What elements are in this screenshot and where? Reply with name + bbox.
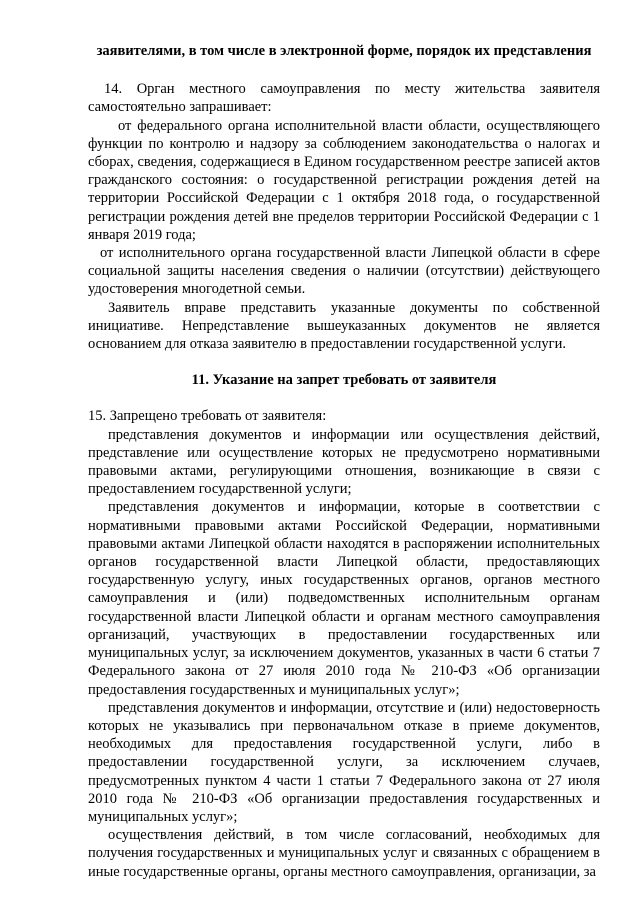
paragraph-15-intro: 15. Запрещено требовать от заявителя: bbox=[88, 408, 327, 425]
paragraph-15-item-b: представления документов и информации, которые в соответствии с нормативными правовыми актами Российской Федерации, нормативными правовыми актами Липецкой области находятся в распоряжении исполнительных органов государственной власти Липецкой области, предоставляющих государственную услугу, иных государственных органов, органов местного самоуправления и (или) подведомственных исполнительным органам государственной власти Липецкой области и органам местного самоуправления организаций, участвующих в предоставлении государственных или муниципальных услуг, за исключением документов, указанных в части 6 статьи 7 Федерального закона от 27 июля 2010 года № 210-ФЗ «Об организации предоставления государственных и муниципальных услуг»; bbox=[88, 499, 600, 698]
paragraph-14-applicant-right: Заявитель вправе представить указанные документы по собственной инициативе. Непредставление вышеуказанных документов не является основанием для отказа заявителю в предоставлении государственной услуги. bbox=[88, 299, 600, 353]
section-11-heading: 11. Указание на запрет требовать от заявителя bbox=[191, 372, 497, 389]
paragraph-14-regional-request: от исполнительного органа государственной власти Липецкой области в сфере социальной защиты населения сведения о наличии (отсутствии) действующего удостоверения многодетной семьи. bbox=[88, 245, 600, 298]
page-heading: заявителями, в том числе в электронной форме, порядок их представления bbox=[96, 43, 592, 59]
document-page bbox=[88, 42, 600, 881]
paragraph-15-item-c: представления документов и информации, отсутствие и (или) недостоверность которых не указывались при первоначальном отказе в приеме документов, необходимых для предоставления государственной услуги, либо в предоставлении государственной услуги, за исключением случаев, предусмотренных пунктом 4 части 1 статьи 7 Федерального закона от 27 июля 2010 года № 210-ФЗ «Об организации предоставления государственных и муниципальных услуг»; bbox=[88, 699, 600, 825]
paragraph-15-item-d: осуществления действий, в том числе согласований, необходимых для получения государственных и муниципальных услуг и связанных с обращением в иные государственные органы, органы местного самоуправления, организации, за bbox=[88, 827, 600, 880]
paragraph-14-federal-request: от федерального органа исполнительной власти области, осуществляющего функции по контролю и надзору за соблюдением законодательства о налогах и сборах, сведения, содержащиеся в Едином государственном реестре записей актов гражданского состояния: о государственной регистрации рождения детей на территории Российской Федерации с 1 октября 2018 года, о государственной регистрации рождения детей вне пределов территории Российской Федерации с 1 января 2019 года; bbox=[88, 117, 600, 243]
paragraph-14-intro: 14. Орган местного самоуправления по месту жительства заявителя самостоятельно запрашивает: bbox=[88, 81, 600, 116]
paragraph-15-item-a: представления документов и информации или осуществления действий, представление или осуществление которых не предусмотрено нормативными правовыми актами, регулирующими отношения, возникающие в связи с предоставлением государственной услуги; bbox=[88, 426, 600, 498]
